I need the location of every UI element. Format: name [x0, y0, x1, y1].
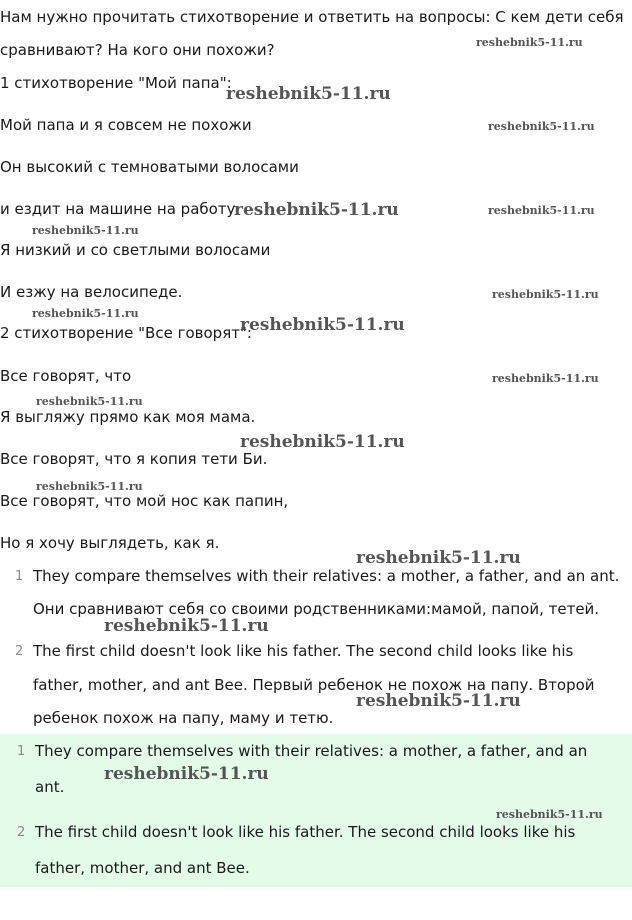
list-text: They compare themselves with their relatives: a mother, a father, and an ant.	[33, 567, 620, 585]
watermark: reshebnik5-11.ru	[36, 395, 143, 408]
watermark: reshebnik5-11.ru	[226, 84, 391, 104]
watermark: reshebnik5-11.ru	[488, 120, 595, 133]
poem1-line: Мой папа и я совсем не похожи	[0, 116, 252, 134]
watermark: reshebnik5-11.ru	[496, 808, 603, 821]
poem2-line: Все говорят, что	[0, 367, 132, 385]
poem2-line: Все говорят, что мой нос как папин,	[0, 492, 289, 510]
watermark: reshebnik5-11.ru	[240, 432, 405, 452]
watermark: reshebnik5-11.ru	[492, 288, 599, 301]
poem1-line: Он высокий с темноватыми волосами	[0, 158, 299, 176]
list-text: The first child doesn't look like his father. The second child looks like his	[33, 642, 574, 660]
poem2-line: Я выгляжу прямо как моя мама.	[0, 408, 256, 426]
watermark: reshebnik5-11.ru	[32, 307, 139, 320]
watermark: reshebnik5-11.ru	[356, 691, 521, 711]
answer-text: They compare themselves with their relatives: a mother, a father, and an	[35, 742, 588, 760]
answer-text: ant.	[35, 778, 65, 796]
poem1-line: И езжу на велосипеде.	[0, 283, 183, 301]
watermark: reshebnik5-11.ru	[234, 200, 399, 220]
watermark: reshebnik5-11.ru	[32, 224, 139, 237]
watermark: reshebnik5-11.ru	[492, 372, 599, 385]
intro-line-2: сравнивают? На кого они похожи?	[0, 41, 275, 59]
poem2-line: Но я хочу выглядеть, как я.	[0, 534, 220, 552]
watermark: reshebnik5-11.ru	[36, 480, 143, 493]
poem2-title: 2 стихотворение "Все говорят":	[0, 324, 252, 342]
watermark: reshebnik5-11.ru	[104, 616, 269, 636]
list-number: 1	[15, 569, 24, 584]
watermark: reshebnik5-11.ru	[104, 764, 269, 784]
answer-text: father, mother, and ant Bee.	[35, 859, 250, 877]
list-text: Они сравнивают себя со своими родственниками:мамой, папой, тетей.	[33, 600, 600, 618]
poem1-title: 1 стихотворение "Мой папа":	[0, 74, 232, 92]
list-text: father, mother, and ant Bee. Первый ребенок не похож на папу. Второй	[33, 676, 595, 694]
intro-line-1: Нам нужно прочитать стихотворение и ответить на вопросы: С кем дети себя	[0, 8, 624, 26]
list-number: 2	[17, 825, 26, 840]
list-number: 1	[17, 744, 26, 759]
watermark: reshebnik5-11.ru	[240, 315, 405, 335]
watermark: reshebnik5-11.ru	[356, 548, 521, 568]
poem1-line: Я низкий и со светлыми волосами	[0, 241, 271, 259]
poem2-line: Все говорят, что я копия тети Би.	[0, 450, 268, 468]
list-text: ребенок похож на папу, маму и тетю.	[33, 709, 334, 727]
list-number: 2	[15, 644, 24, 659]
answer-text: The first child doesn't look like his father. The second child looks like his	[35, 823, 576, 841]
poem1-line: и ездит на машине на работу.	[0, 200, 241, 218]
watermark: reshebnik5-11.ru	[488, 204, 595, 217]
watermark: reshebnik5-11.ru	[476, 36, 583, 49]
